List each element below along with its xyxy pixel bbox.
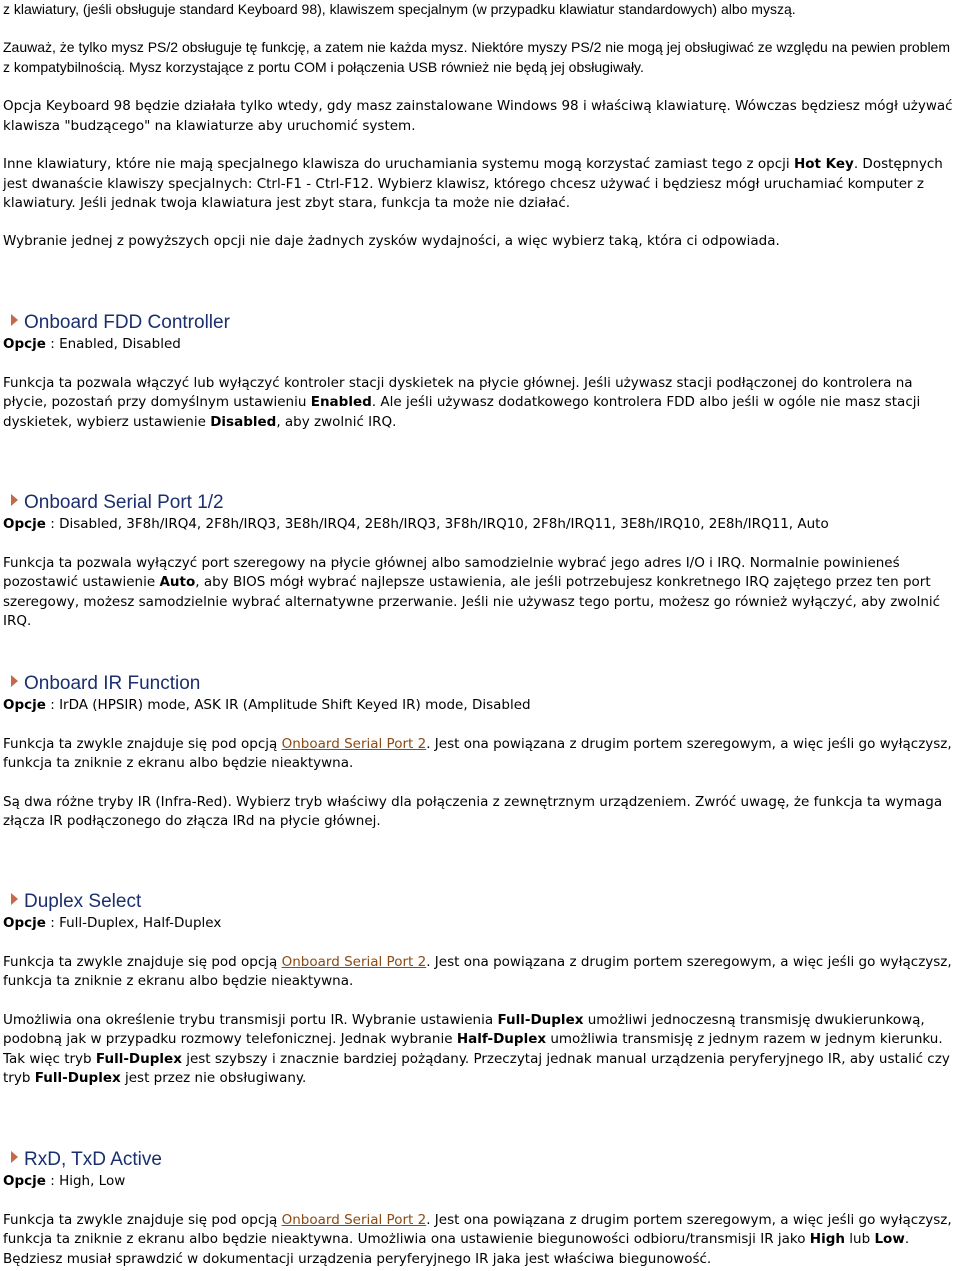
text: Funkcja ta zwykle znajduje się pod opcją [3, 1211, 282, 1228]
options-values: : Full-Duplex, Half-Duplex [45, 915, 222, 931]
intro-paragraph-1: z klawiatury, (jeśli obsługuje standard Keyboard 98), klawiszem specjalnym (w przypadku klawiatur standardowych) albo myszą. [3, 1, 796, 17]
options-line [3, 1172, 958, 1192]
section-rxd-txd-active [3, 1149, 958, 1269]
triangle-right-icon [11, 494, 18, 506]
options-line [3, 696, 958, 716]
text: Funkcja ta pozwala włączyć lub wyłączyć kontroler stacji dyskietek na płycie głównej. Jeśli używasz stacji podłączonej do kontrolera na płycie, pozostań przy domyślnym ustawieniu [3, 374, 913, 410]
section-heading [3, 312, 958, 334]
options-line [3, 335, 958, 355]
options-label: Opcje [3, 336, 46, 352]
section-description [3, 953, 958, 992]
triangle-right-icon [11, 893, 18, 905]
options-label: Opcje [3, 697, 46, 713]
section-heading [3, 673, 958, 695]
term-enabled: Enabled [310, 394, 372, 410]
intro-p4-text-b: . Dostępnych jest dwanaście klawiszy specjalnych: Ctrl-F1 - Ctrl-F12. Wybierz klawisz, którego chcesz używać i będziesz mógł uruchamiać komputer z klawiatury. Jeśli jednak twoja klawiatura jest zbyt stara, funkcja ta może nie działać. [3, 156, 943, 211]
text: umożliwi jednoczesną transmisję dwukierunkową, podobną jak w przypadku rozmowy telefonicznej. Jednak wybranie [3, 1011, 925, 1047]
section-heading [3, 1149, 958, 1171]
triangle-right-icon [11, 675, 18, 687]
section-heading [3, 891, 958, 913]
options-line [3, 914, 958, 934]
section-serial-port [3, 492, 958, 632]
term-low: Low [874, 1231, 905, 1247]
section-description [3, 1211, 958, 1270]
intro-paragraph-2: Zauważ, że tylko mysz PS/2 obsługuje tę funkcję, a zatem nie każda mysz. Niektóre myszy PS/2 nie mogą jej obsługiwać ze względu na pewien problem z kompatybilnością. Mysz korzystające z portu COM i połączenia USB również nie będą jej obsługiwały. [3, 39, 950, 75]
term-half-duplex: Half-Duplex [456, 1031, 547, 1047]
section-heading [3, 492, 958, 514]
section-description [3, 374, 958, 433]
section-title: Onboard FDD Controller [24, 312, 230, 334]
section-title: Onboard Serial Port 1/2 [24, 492, 224, 514]
section-title: RxD, TxD Active [24, 1149, 162, 1171]
options-label: Opcje [3, 915, 46, 931]
section-description [3, 735, 958, 774]
intro-p4-text-a: Inne klawiatury, które nie mają specjalnego klawisza do uruchamiania systemu mogą korzystać zamiast tego z opcji [3, 156, 794, 172]
options-line [3, 515, 958, 535]
term-full-duplex: Full-Duplex [95, 1050, 182, 1067]
section-ir-function [3, 673, 958, 832]
intro-paragraph-3: Opcja Keyboard 98 będzie działała tylko wtedy, gdy masz zainstalowane Windows 98 i właściwą klawiaturę. Wówczas będziesz mógł używać klawisza "budzącego" na klawiaturze aby uruchomić system. [3, 98, 953, 134]
triangle-right-icon [11, 314, 18, 326]
text: umożliwia transmisję z jednym razem w jednym kierunku. Tak więc tryb [3, 1031, 943, 1067]
link-onboard-serial-port-2[interactable]: Onboard Serial Port 2 [281, 735, 427, 752]
text: jest przez nie obsługiwany. [120, 1070, 307, 1086]
section-duplex-select [3, 891, 958, 1089]
text: . Jest ona powiązana z drugim portem szeregowym, a więc jeśli go wyłączysz, funkcja ta zniknie z ekranu albo będzie nieaktywna. [3, 953, 952, 989]
term-full-duplex: Full-Duplex [497, 1011, 584, 1028]
text: . Jest ona powiązana z drugim portem szeregowym, a więc jeśli go wyłączysz, funkcja ta zniknie z ekranu albo będzie nieaktywna. [3, 735, 952, 771]
text: Funkcja ta pozwala wyłączyć port szeregowy na płycie głównej albo samodzielnie wybrać jego adres I/O i IRQ. Normalnie powinieneś pozostawić ustawienie [3, 554, 900, 590]
term-full-duplex: Full-Duplex [34, 1070, 121, 1086]
term-high: High [809, 1231, 845, 1247]
term-disabled: Disabled [210, 413, 277, 430]
hot-key-term: Hot Key [793, 156, 854, 172]
link-onboard-serial-port-2[interactable]: Onboard Serial Port 2 [281, 1211, 427, 1228]
section-title: Duplex Select [24, 891, 142, 913]
options-values: : Disabled, 3F8h/IRQ4, 2F8h/IRQ3, 3E8h/IRQ4, 2E8h/IRQ3, 3F8h/IRQ10, 2F8h/IRQ11, 3E8h/IRQ10, 2E8h/IRQ11, Auto [45, 516, 829, 532]
options-values: : IrDA (HPSIR) mode, ASK IR (Amplitude Shift Keyed IR) mode, Disabled [45, 697, 531, 713]
section-description [3, 554, 958, 632]
intro-paragraph-4 [3, 155, 958, 214]
text: Funkcja ta zwykle znajduje się pod opcją [3, 735, 282, 752]
link-onboard-serial-port-2[interactable]: Onboard Serial Port 2 [281, 953, 427, 970]
text: . Ale jeśli używasz dodatkowego kontrolera FDD albo jeśli w ogóle nie masz stacji dyskietek, wybierz ustawienie [3, 394, 921, 430]
text: Funkcja ta zwykle znajduje się pod opcją [3, 953, 282, 970]
section-description-2: Są dwa różne tryby IR (Infra-Red). Wybierz tryb właściwy dla połączenia z zewnętrznym urządzeniem. Zwróć uwagę, że funkcja ta wymaga złącza IR podłączonego do złącza IRd na płycie głównej. [3, 793, 943, 829]
text: Umożliwia ona określenie trybu transmisji portu IR. Wybranie ustawienia [3, 1011, 498, 1028]
text: . Będziesz musiał sprawdzić w dokumentacji urządzenia peryferyjnego IR jaka jest właściwa biegunowość. [3, 1231, 910, 1267]
section-fdd-controller [3, 312, 958, 432]
text: , aby zwolnić IRQ. [276, 413, 397, 430]
text: lub [844, 1231, 875, 1247]
options-values: : Enabled, Disabled [45, 336, 181, 352]
options-values: : High, Low [45, 1173, 126, 1189]
intro-paragraph-5: Wybranie jednej z powyższych opcji nie daje żadnych zysków wydajności, a więc wybierz taką, która ci odpowiada. [3, 233, 780, 249]
options-label: Opcje [3, 1173, 46, 1189]
triangle-right-icon [11, 1151, 18, 1163]
term-auto: Auto [159, 574, 196, 590]
text: . Jest ona powiązana z drugim portem szeregowym, a więc jeśli go wyłączysz, funkcja ta zniknie z ekranu albo będzie nieaktywna. Umożliwia ona ustawienie biegunowości odbioru/transmisji IR jako [3, 1211, 952, 1247]
section-title: Onboard IR Function [24, 673, 201, 695]
options-label: Opcje [3, 516, 46, 532]
text: , aby BIOS mógł wybrać najlepsze ustawienia, ale jeśli potrzebujesz konkretnego IRQ zajętego przez ten port szeregowy, możesz samodzielnie wybrać alternatywne przerwanie. Jeśli nie używasz tego portu, możesz go również wyłączyć, aby zwolnić IRQ. [3, 574, 941, 629]
section-description-2 [3, 1011, 958, 1089]
text: jest szybszy i znacznie bardziej pożądany. Przeczytaj jednak manual urządzenia peryferyjnego IR, aby ustalić czy tryb [3, 1050, 950, 1086]
